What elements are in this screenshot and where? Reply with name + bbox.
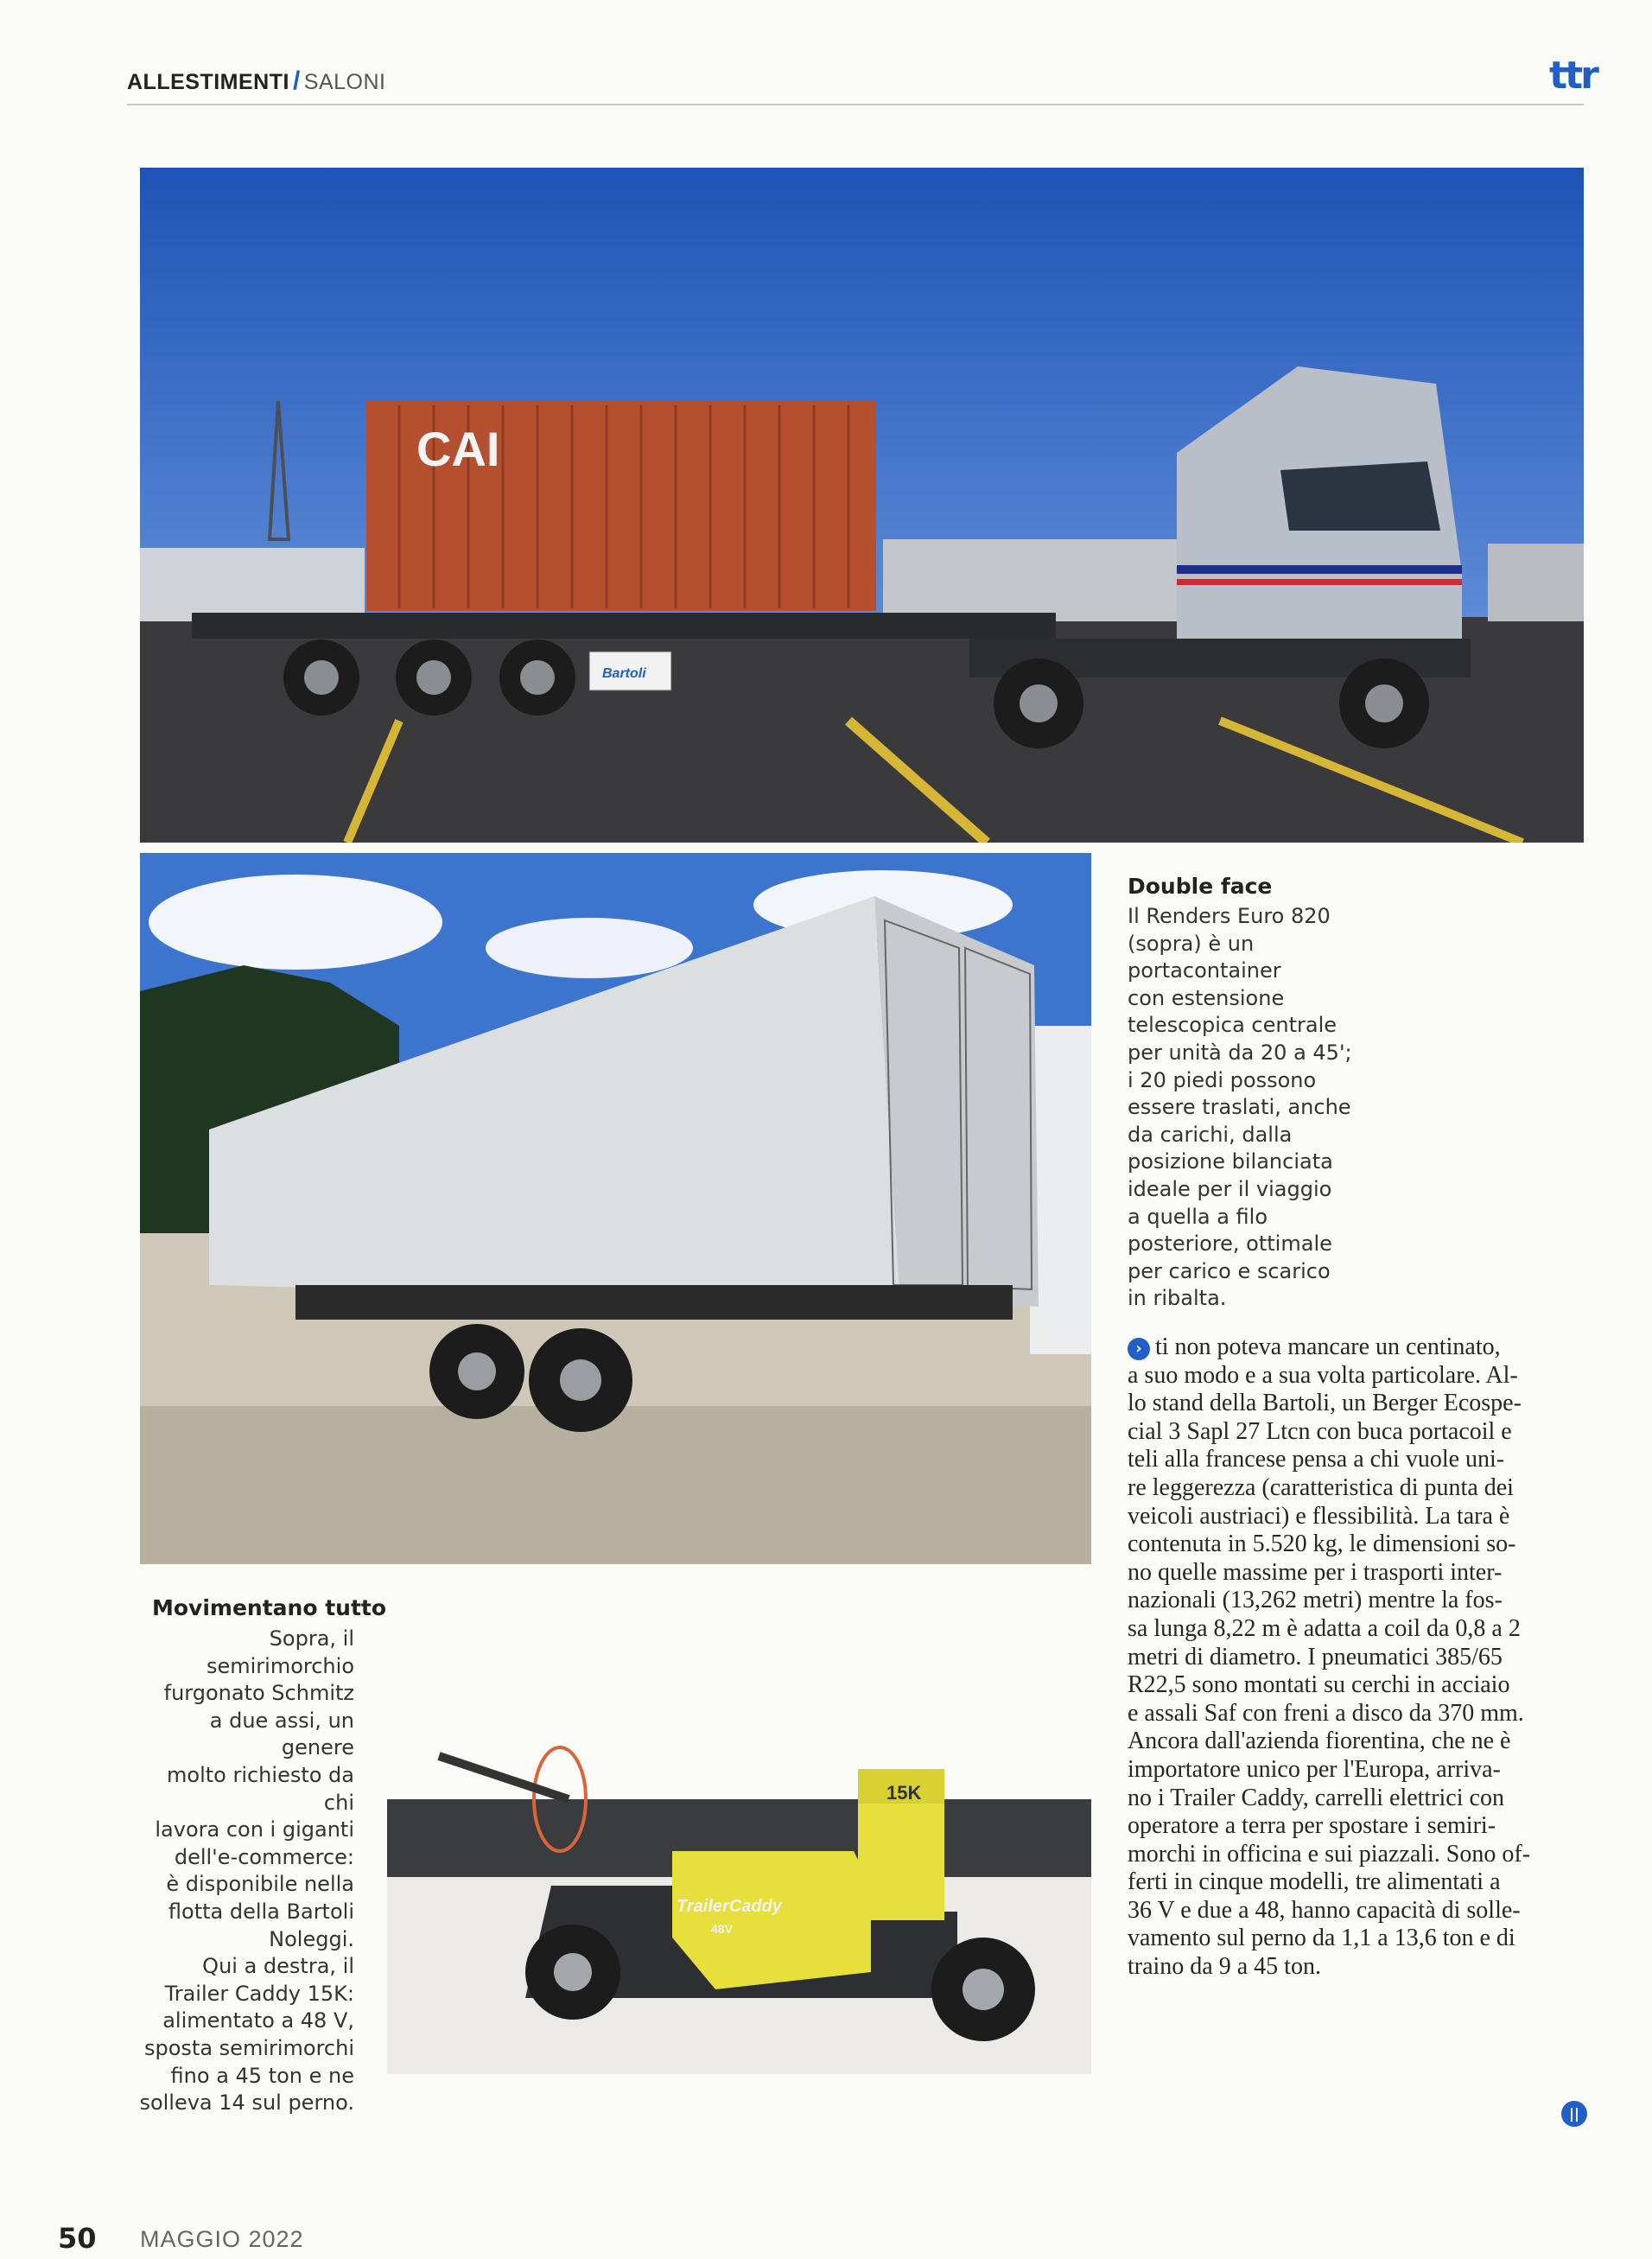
photo-container-truck xyxy=(140,168,1584,843)
caddy-badge: 15K xyxy=(886,1782,922,1804)
container-marking: CAI xyxy=(416,422,500,476)
section-header xyxy=(127,67,385,96)
photo-trailer-caddy xyxy=(387,1626,1091,2074)
caption-title-movimentano: Movimentano tutto xyxy=(152,1595,387,1620)
section-title: ALLESTIMENTI xyxy=(127,70,289,94)
header-divider xyxy=(127,104,1584,105)
end-mark-icon: || xyxy=(1561,2101,1587,2127)
section-subtitle: SALONI xyxy=(303,70,386,94)
page-number: 50 xyxy=(58,2222,97,2255)
caption-title-double-face: Double face xyxy=(1128,874,1273,899)
caption-text-movimentano: Sopra, il semirimorchio furgonato Schmitz a due assi, un genere molto richiesto da chi lavora con i giganti dell'e-commerce: è disponibile nella flotta della Bartoli Noleggi. Qui a destra, il Trailer Caddy 15K: alimentato a 48 V, sposta semirimorchi fino a 45 ton e ne solleva 14 sul perno. xyxy=(139,1626,354,2116)
chevron-right-icon: › xyxy=(1128,1338,1150,1360)
magazine-logo: ttr xyxy=(1549,54,1597,98)
trailer-brand-label: Bartoli xyxy=(602,666,646,681)
issue-date: MAGGIO 2022 xyxy=(140,2226,304,2252)
caddy-brand-label: TrailerCaddy xyxy=(677,1897,782,1916)
header-slash: / xyxy=(292,67,301,95)
article-body xyxy=(1128,1333,1585,1982)
caddy-voltage-label: 48V xyxy=(711,1922,733,1936)
caption-text-double-face: Il Renders Euro 820 (sopra) è un portacontainer con estensione telescopica centrale per unità da 20 a 45'; i 20 piedi possono essere traslati, anche da carichi, dalla posizione bilanciata ideale per il viaggio a quella a filo posteriore, ottimale per carico e scarico in ribalta. xyxy=(1128,904,1352,1311)
article-body-text: ti non poteva mancare un centinato, a suo modo e a sua volta particolare. Al- lo stand della Bartoli, un Berger Ecospe- cial 3 Sapl 27 Ltcn con buca portacoil e teli alla francese pensa a chi vuole uni- re leggerezza (caratteristica di punta dei veicoli austriaci) e flessibilità. La tara è contenuta in 5.520 kg, le dimensioni so- no quelle massime per i trasporti inter- nazionali (13,262 metri) mentre la fos- sa lunga 8,22 m è adatta a coil da 0,8 a 2 metri di diametro. I pneumatici 385/65 R22,5 sono montati su cerchi in acciaio e assali Saf con freni a disco da 370 mm. Ancora dall'azienda fiorentina, che ne è importatore unico per l'Europa, arriva- no i Trailer Caddy, carrelli elettrici con operatore a terra per spostare i semiri- morchi in officina e sui piazzali. Sono of- ferti in cinque modelli, tre alimentati a 36 V e due a 48, hanno capacità di solle- vamento sul perno da 1,1 a 13,6 ton e di traino da 9 a 45 ton. xyxy=(1128,1333,1531,1981)
photo-schmitz-trailer xyxy=(140,853,1091,1564)
